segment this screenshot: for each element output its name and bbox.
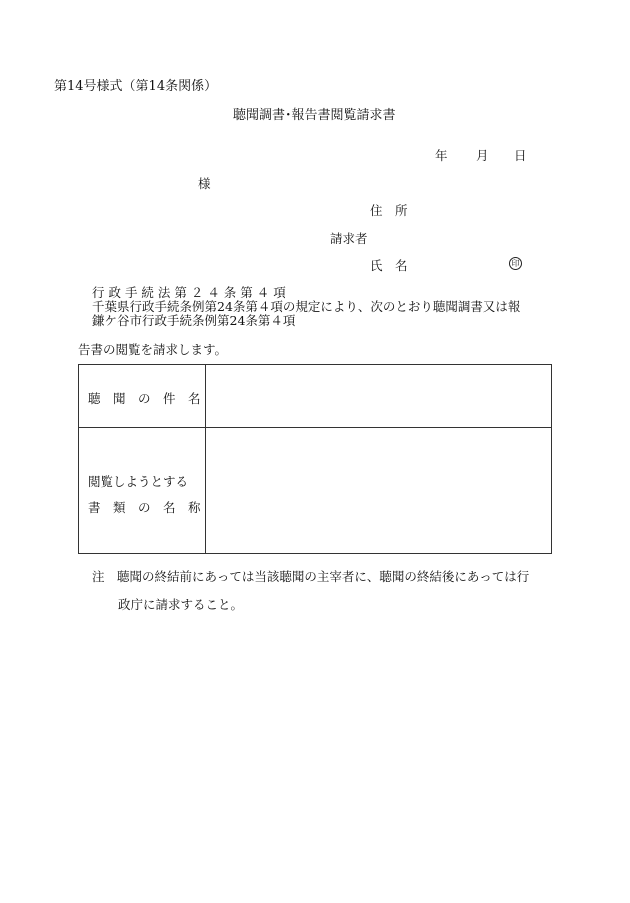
note-line-2: 政庁に請求すること。 <box>118 597 244 612</box>
body-line-1: 行 政 手 続 法 第 ２ ４ 条 第 ４ 項 <box>92 285 286 300</box>
body-line-4: 告書の閲覧を請求します。 <box>78 342 228 357</box>
seal-mark: 印 <box>509 257 522 270</box>
body-line-3: 鎌ケ谷市行政手続条例第24条第４項 <box>92 313 296 328</box>
subject-field[interactable] <box>209 373 545 419</box>
subject-label: 聴 聞 の 件 名 <box>88 391 201 406</box>
name-label: 氏 名 <box>370 258 408 273</box>
table-column-divider <box>205 365 206 553</box>
date-day: 日 <box>514 148 527 163</box>
table-row-subject <box>79 365 551 428</box>
requester-label: 請求者 <box>330 231 368 246</box>
documents-label-line-1: 閲覧しようとする <box>88 474 189 489</box>
document-title: 聴聞調書･報告書閲覧請求書 <box>233 108 396 123</box>
form-number: 第14号様式（第14条関係） <box>54 79 218 94</box>
date-month: 月 <box>476 148 489 163</box>
body-line-2: 千葉県行政手続条例第24条第４項の規定により、次のとおり聴聞調書又は報 <box>92 299 521 314</box>
documents-field[interactable] <box>209 435 545 545</box>
note-line-1: 注 聴聞の終結前にあっては当該聴聞の主宰者に、聴聞の終結後にあっては行 <box>92 569 530 584</box>
date-year: 年 <box>435 148 448 163</box>
addressee-suffix: 様 <box>198 176 211 191</box>
documents-label-line-2: 書 類 の 名 称 <box>88 500 201 515</box>
address-label: 住 所 <box>370 203 408 218</box>
request-form-table <box>78 364 552 554</box>
